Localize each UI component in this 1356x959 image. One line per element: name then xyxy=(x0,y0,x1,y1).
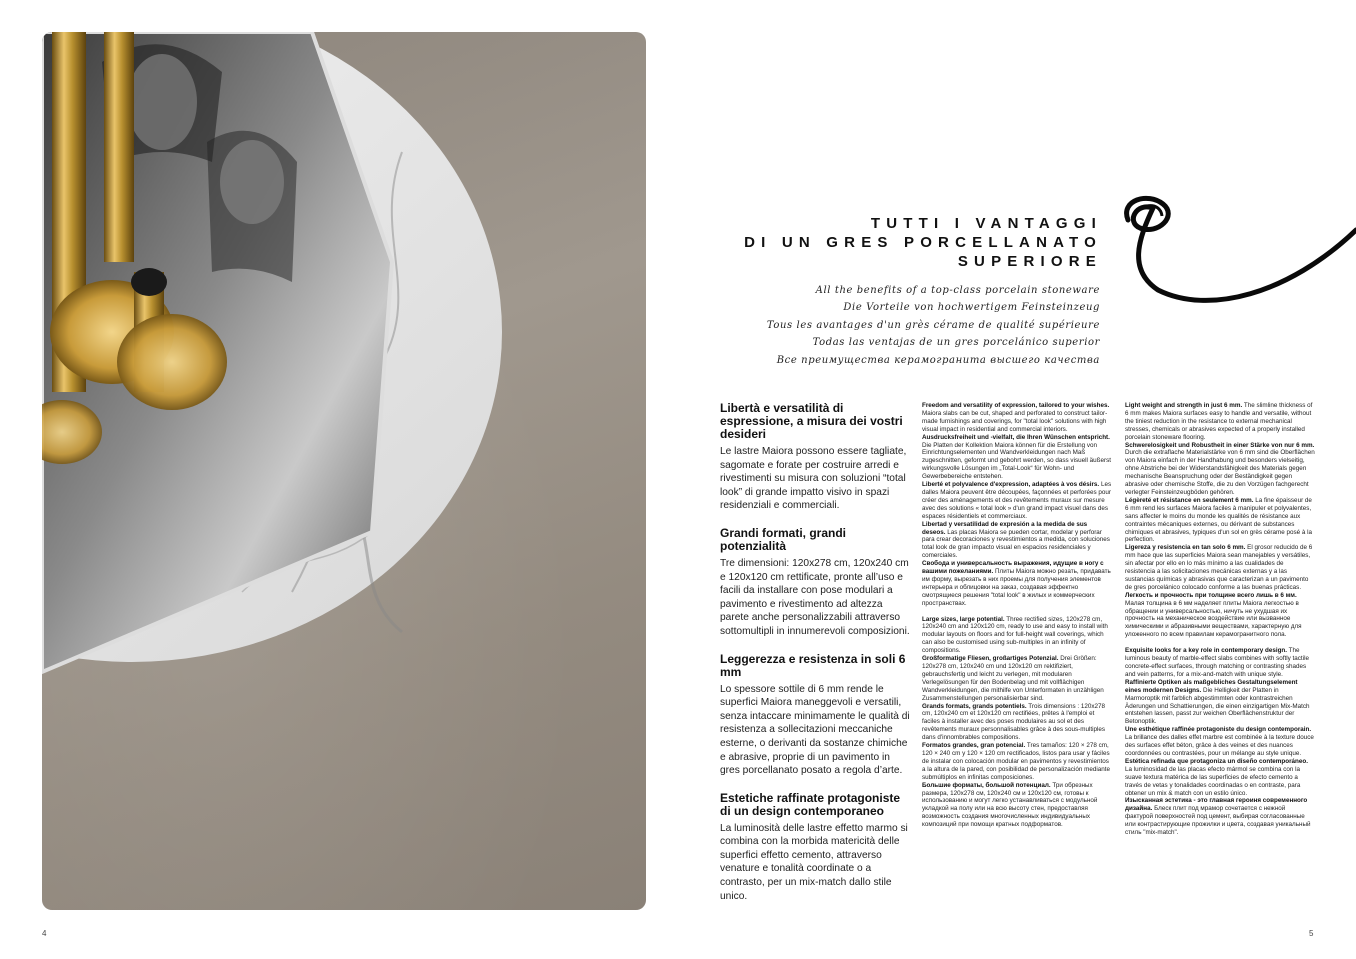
title-line: DI UN GRES PORCELLANATO xyxy=(744,234,1102,251)
translation-text: Die Platten der Kollektion Maiora können für die Erstellung von Einrichtungselementen und Wandverkleidungen nach Maß zugeschnitten, geformt und gebohrt werden, so dass visuell äußerst wirkungsvolle Lösungen im „Total-Look“ für Wohn- und Gewerbebereiche entstehen. xyxy=(922,441,1112,481)
brush-scribble-icon xyxy=(1118,190,1356,310)
section-text: La luminosità delle lastre effetto marmo si combina con la morbida matericità delle superfici effetto cemento, attraverso venature e tonalità coordinate o a contrasto, per un mix-match dallo stile unico. xyxy=(720,822,908,902)
translation-heading: Libertad y versatilidad de expresión a la medida de sus deseos. xyxy=(922,520,1088,536)
translation-text: La luminosidad de las placas efecto mármol se combina con la suave textura matérica de las superficies de efecto cemento a través de vetas y tonalidades coordinadas o en contraste, para obtener un mix & match con un estilo único. xyxy=(1125,765,1301,797)
translations-column-1 xyxy=(922,402,1112,829)
subtitle-es: Todas las ventajas de un gres porcelánico superior xyxy=(812,337,1100,349)
translation-heading: Freedom and versatility of expression, tailored to your wishes. xyxy=(922,402,1110,409)
translation-paragraph xyxy=(922,655,1112,702)
translation-text: Три обрезных размера, 120x278 см, 120x240 см и 120x120 см, готовы к использованию и могут легко устанавливаться с модульной укладкой на полу или на всю высоту стен, предоставляя возможность создания многочисленных индивидуальных композиций при помощи кратных подформатов. xyxy=(922,781,1098,829)
subtitle-en: All the benefits of a top-class porcelain stoneware xyxy=(815,285,1100,296)
italian-column xyxy=(720,402,910,917)
translation-text: The slimline thickness of 6 mm makes Maiora surfaces easy to handle and versatile, without the tiniest reduction in the resistance to external mechanical stresses, chemicals or abrasives expected of a properly installed porcelain stoneware flooring. xyxy=(1125,402,1313,441)
section-text: Lo spessore sottile di 6 mm rende le superfici Maiora maneggevoli e versatili, senza intaccare minimamente le qualità di resistenza a sollecitazioni meccaniche esterne, o derivanti da sostanze chimiche e abrasive, proprie di un pavimento in gres porcellanato posato a regola d’arte. xyxy=(720,683,910,777)
translation-heading: Formatos grandes, gran potencial. xyxy=(922,742,1026,750)
translation-heading: Légèreté et résistance en seulement 6 mm. xyxy=(1125,496,1254,504)
translation-heading: Raffinierte Optiken als maßgebliches Gestaltungselement eines modernen Designs. xyxy=(1125,678,1298,694)
section-heading: Libertà e versatilità di espressione, a misura dei vostri desideri xyxy=(720,401,903,441)
translation-paragraph xyxy=(1125,402,1315,442)
translation-heading: Großformatige Fliesen, großartiges Potenzial. xyxy=(922,655,1059,663)
translation-paragraph xyxy=(1125,442,1315,497)
translation-text: Drei Größen: 120x278 cm, 120x240 cm und 120x120 cm rektifiziert, gebrauchsfertig und leicht zu verlegen, mit modularen Verlegelösungen für den Bodenbelag und mit vollflächigen Wandverkleidungen, die mithilfe von Unterformaten in unzähligen Zusammenstellungen personalisierbar sind. xyxy=(922,655,1104,702)
section-heading: Grandi formati, grandi potenzialità xyxy=(720,525,847,553)
translation-heading: Schwerelosigkeit und Robustheit in einer Stärke von nur 6 mm. xyxy=(1125,441,1315,449)
translation-text: Trois dimensions : 120x278 cm, 120x240 cm et 120x120 cm rectifiées, prêtes à l'emploi et faciles à installer avec des poses modulaires au sol et des revêtements muraux personnalisables grâce à des sous-multiples dans d'innombrables compositions. xyxy=(922,702,1106,742)
page-number-right: 5 xyxy=(1309,929,1314,938)
translation-text: La fine épaisseur de 6 mm rend les surfaces Maiora faciles à manipuler et polyvalentes, sans affecter le moins du monde les qualités de résistance aux contraintes mécaniques externes, ou dérivant de substances chimiques et abrasives, typiques d'un sol en grès cérame posé à la perfection. xyxy=(1125,496,1313,544)
translation-heading: Grands formats, grands potentiels. xyxy=(922,702,1027,710)
interior-photo xyxy=(42,32,646,910)
subtitle-de: Die Vorteile von hochwertigem Feinsteinzeug xyxy=(843,302,1100,314)
translation-heading: Exquisite looks for a key role in contemporary design. xyxy=(1125,647,1288,655)
subtitle-translations xyxy=(700,282,1100,369)
translation-text: Maiora slabs can be cut, shaped and perforated to construct tailor-made furnishings and coverings, for "total look" solutions with high visual impact in residential and commercial interiors. xyxy=(922,409,1108,433)
translation-text: Плиты Maiora можно резать, придавать им форму, вырезать в них проемы для получения элементов интерьера и облицовки на заказ, создавая эффектно смотрящиеся решения "total look" в жилых и коммерческих пространствах. xyxy=(922,568,1111,607)
translation-text: Блеск плит под мрамор сочетается с нежной фактурой поверхностей под цемент, выбирая согласованные или контрастирующие прожилки и цвета, создавая уникальный стиль "mix-match". xyxy=(1125,805,1311,837)
translation-text: Die Helligkeit der Platten in Marmoroptik mit farblich abgestimmten oder kontrastreichen Äderungen und Schattierungen, die einen einzigartigen Mix-Match entstehen lassen, passt zur weichen Oberflächenstruktur der Betonoptik. xyxy=(1125,686,1310,726)
translation-text: Three rectified sizes, 120x278 cm, 120x240 cm and 120x120 cm, ready to use and easy to install with modular layouts on floors and for full-height wall coverings, which can also be customised using sub-multiples in an infinity of compositions. xyxy=(922,615,1108,655)
translation-heading: Большие форматы, большой потенциал. xyxy=(922,781,1051,789)
translation-paragraph xyxy=(922,521,1112,561)
subtitle-fr: Tous les avantages d'un grès cérame de qualité supérieure xyxy=(766,319,1100,331)
subtitle-ru: Все преимущества керамогранита высшего качества xyxy=(776,354,1100,366)
translation-paragraph xyxy=(1125,544,1315,591)
marble-table-illustration xyxy=(42,32,646,910)
translation-heading: Liberté et polyvalence d'expression, adaptées à vos désirs. xyxy=(922,481,1100,489)
page-title xyxy=(700,214,1102,271)
translation-paragraph xyxy=(1125,679,1315,726)
translation-paragraph xyxy=(922,434,1112,481)
translation-text: La brillance des dalles effet marbre est combinée à la texture douce des surfaces effet béton, grâce à des veines et des nuances coordonnées ou contrastées, pour un mélange au style unique. xyxy=(1125,734,1314,757)
translation-heading: Light weight and strength in just 6 mm. xyxy=(1125,402,1243,409)
translation-heading: Large sizes, large potential. xyxy=(922,615,1005,623)
translation-heading: Изысканная эстетика - это главная героиня современного дизайна. xyxy=(1125,797,1308,813)
translation-paragraph xyxy=(922,742,1112,782)
section-heading: Leggerezza e resistenza in soli 6 mm xyxy=(720,651,906,679)
translation-paragraph xyxy=(922,481,1112,521)
translations-column-2 xyxy=(1125,402,1315,837)
translation-text: El grosor reducido de 6 mm hace que las superficies Maiora sean manejables y versátiles, sin afectar por ello en lo más mínimo a las cualidades de resistencia a las solicitaciones mecánicas externas y a las sustancias químicas y abrasivas que caracterizan a un pavimento de gres porcelánico colocado conforme a las buenas prácticas. xyxy=(1125,544,1313,591)
page-number-left: 4 xyxy=(42,929,47,938)
section-heading: Estetiche raffinate protagoniste di un design contemporaneo xyxy=(720,790,901,818)
translation-heading: Ligereza y resistencia en tan solo 6 mm. xyxy=(1125,544,1246,552)
translation-paragraph xyxy=(1125,726,1315,758)
translation-heading: Une esthétique raffinée protagoniste du design contemporain. xyxy=(1125,726,1312,734)
translation-heading: Estética refinada que protagoniza un diseño contemporáneo. xyxy=(1125,757,1308,765)
section-text: Tre dimensioni: 120x278 cm, 120x240 cm e 120x120 cm rettificate, pronte all’uso e facili da installare con pose modulari a pavimento e rivestimento ad altezza parete anche personalizzabili attraverso sottomultipli in innumerevoli composizioni. xyxy=(720,557,910,637)
translation-paragraph xyxy=(1125,647,1315,679)
translation-text: Малая толщина в 6 мм наделяет плиты Maiora легкостью в обращении и универсальностью, ничуть не ухудшая их прочность на механическое воздействие или вызванное химическими и абразивными веществами, характерную для уложенного по всем правилам керамогранитного пола. xyxy=(1125,599,1302,639)
title-line: TUTTI I VANTAGGI xyxy=(870,215,1102,232)
translation-heading: Легкость и прочность при толщине всего лишь в 6 мм. xyxy=(1125,591,1297,599)
translation-paragraph xyxy=(1125,797,1315,837)
translation-text: Durch die extraflache Materialstärke von 6 mm sind die Oberflächen von Maiora einfach in der Handhabung und besonders vielseitig, ohne Abstriche bei der Widerstandsfähigkeit des Materials gegen mechanische Beanspruchung oder der Beständigkeit gegen abrasive oder chemische Stoffe, die zu den Vorzügen fachgerecht verlegter Feinsteinzeugböden gehören. xyxy=(1125,449,1315,496)
translation-paragraph xyxy=(922,560,1112,607)
translation-heading: Свобода и универсальность выражения, идущие в ногу с вашими пожеланиями. xyxy=(922,560,1104,576)
translation-paragraph xyxy=(922,703,1112,743)
title-line: SUPERIORE xyxy=(957,253,1102,270)
translation-paragraph xyxy=(922,782,1112,829)
translation-paragraph xyxy=(1125,497,1315,544)
translation-paragraph xyxy=(922,402,1112,434)
translation-paragraph xyxy=(1125,592,1315,639)
translation-text: Tres tamaños: 120 × 278 cm, 120 × 240 cm y 120 × 120 cm rectificados, listos para usar y fáciles de instalar con colocación modular en pavimentos y revestimientos a la altura de la pared, con posibilidad de personalización mediante submúltiplos en infinitas composiciones. xyxy=(922,742,1110,781)
translation-heading: Ausdrucksfreiheit und -vielfalt, die Ihren Wünschen entspricht. xyxy=(922,433,1110,441)
translation-paragraph xyxy=(922,616,1112,656)
section-text: Le lastre Maiora possono essere tagliate, sagomate e forate per costruire arredi e rivestimenti su misura con soluzioni “total look” di grande impatto visivo in spazi residenziali e commerciali. xyxy=(720,446,907,512)
translation-text: Les dalles Maiora peuvent être découpées, façonnées et perforées pour créer des aménagements et des revêtements muraux sur mesure avec des solutions « total look » d'un grand impact visuel dans des espaces résidentiels et commerciaux. xyxy=(922,481,1112,520)
translation-text: Las placas Maiora se pueden cortar, modelar y perforar para crear decoraciones y revestimientos a medida, con soluciones total look de gran impacto visual en espacios residenciales y comerciales. xyxy=(922,528,1110,560)
translation-paragraph xyxy=(1125,758,1315,798)
translation-text: The luminous beauty of marble-effect slabs combines with softly tactile concrete-effect surfaces, through matching or contrasting shades and vein patterns, for a mix-and-match with unique style. xyxy=(1125,647,1309,678)
